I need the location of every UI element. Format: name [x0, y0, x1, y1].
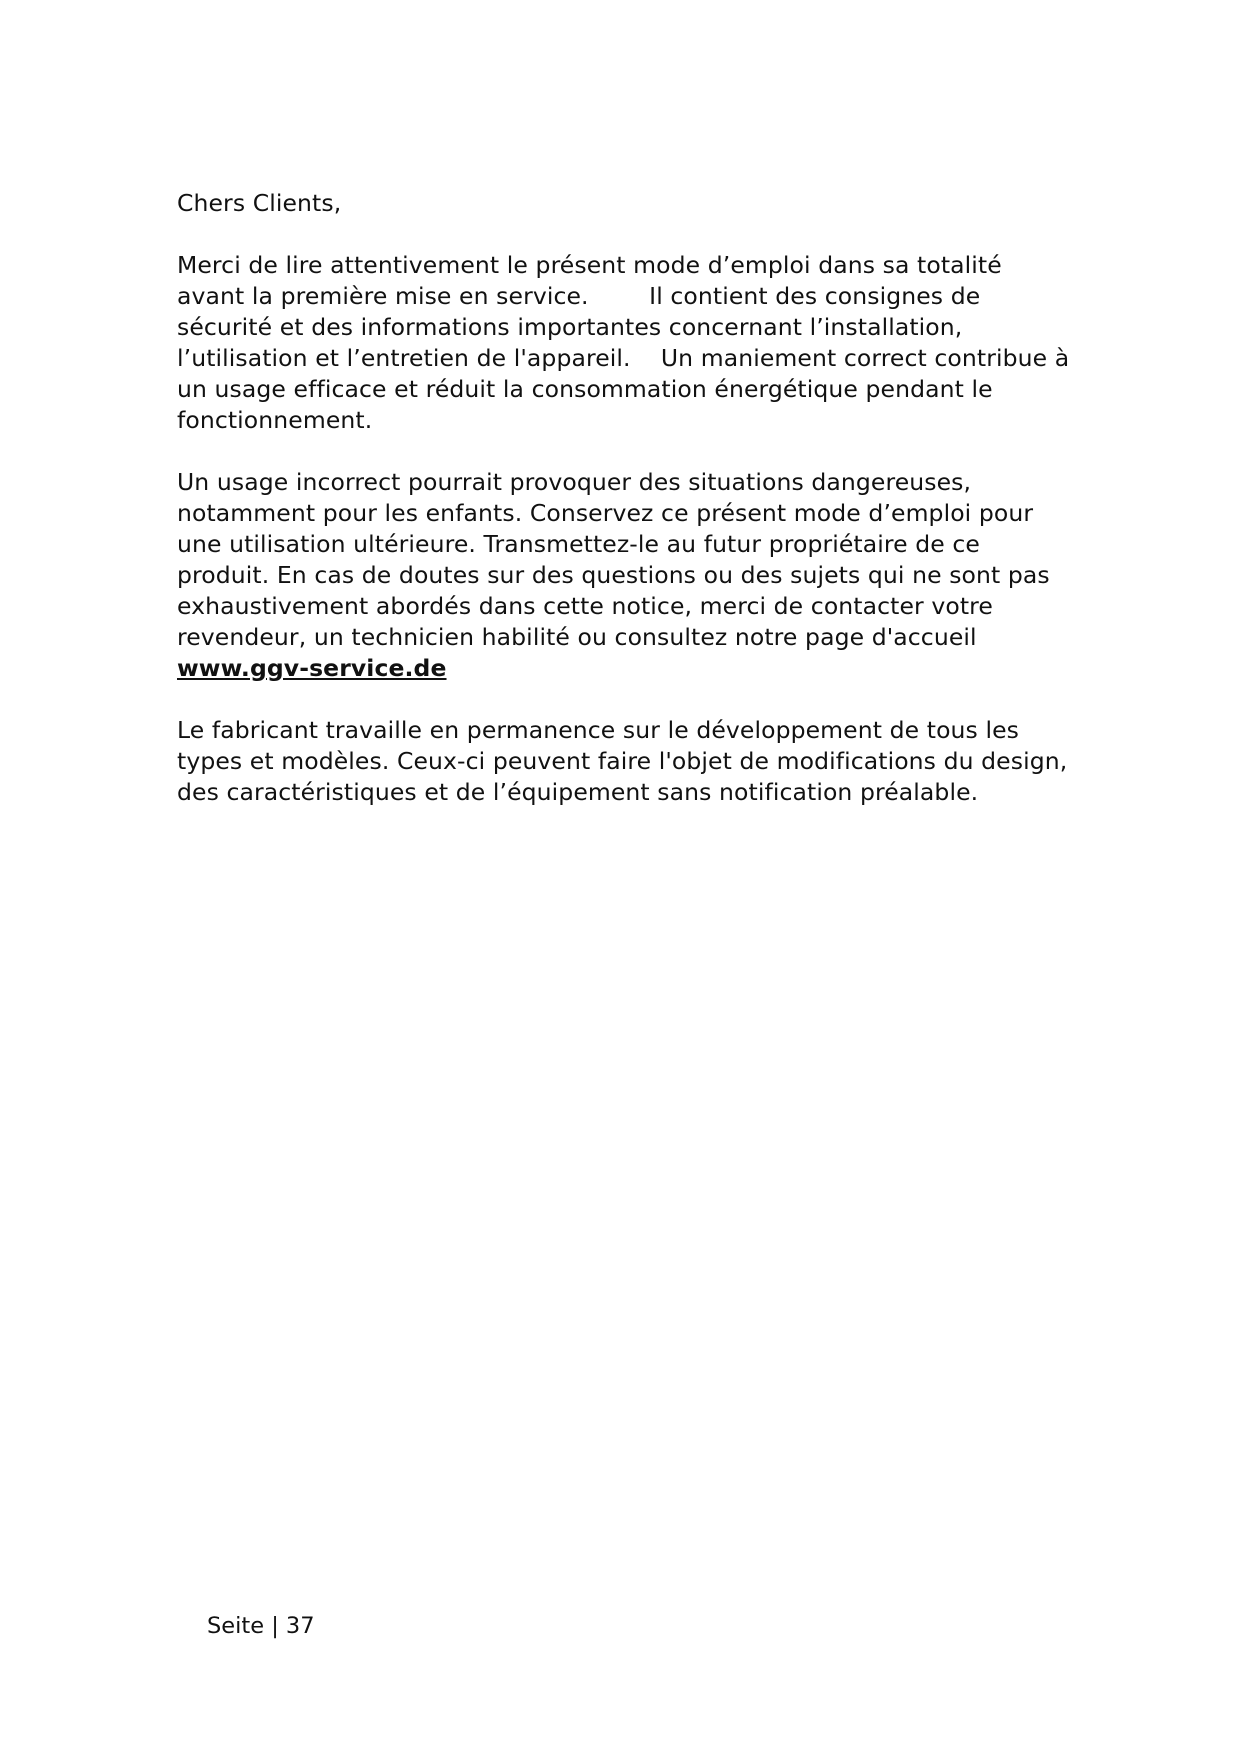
text-line: Le fabricant travaille en permanence sur le développement de tous les — [177, 716, 1019, 744]
page-number: Seite | 37 — [207, 1613, 315, 1639]
text-line: exhaustivement abordés dans cette notice, merci de contacter votre — [177, 592, 993, 620]
text-line: avant la première mise en service. Il contient des consignes de — [177, 282, 981, 310]
text-line: notamment pour les enfants. Conservez ce présent mode d’emploi pour — [177, 499, 1034, 527]
text-line: Merci de lire attentivement le présent mode d’emploi dans sa totalité — [177, 251, 1002, 279]
paragraph-manufacturer — [177, 715, 1077, 808]
text-line: l’utilisation et l’entretien de l'appareil. Un maniement correct contribue à — [177, 344, 1070, 372]
letter-body — [177, 188, 1077, 839]
paragraph-instructions — [177, 250, 1077, 436]
text-line: sécurité et des informations importantes concernant l’installation, — [177, 313, 963, 341]
text-line: types et modèles. Ceux-ci peuvent faire l'objet de modifications du design, — [177, 747, 1068, 775]
greeting: Chers Clients, — [177, 189, 342, 217]
text-line: Un usage incorrect pourrait provoquer des situations dangereuses, — [177, 468, 972, 496]
website-link[interactable]: www.ggv-service.de — [177, 654, 447, 682]
text-line: produit. En cas de doutes sur des questions ou des sujets qui ne sont pas — [177, 561, 1050, 589]
paragraph-safety — [177, 467, 1077, 684]
text-line: une utilisation ultérieure. Transmettez-le au futur propriétaire de ce — [177, 530, 980, 558]
text-line: revendeur, un technicien habilité ou consultez notre page d'accueil — [177, 623, 977, 651]
text-line: des caractéristiques et de l’équipement sans notification préalable. — [177, 778, 979, 806]
text-line: fonctionnement. — [177, 406, 373, 434]
text-line: un usage efficace et réduit la consommation énergétique pendant le — [177, 375, 993, 403]
website-link-line — [177, 653, 1077, 684]
